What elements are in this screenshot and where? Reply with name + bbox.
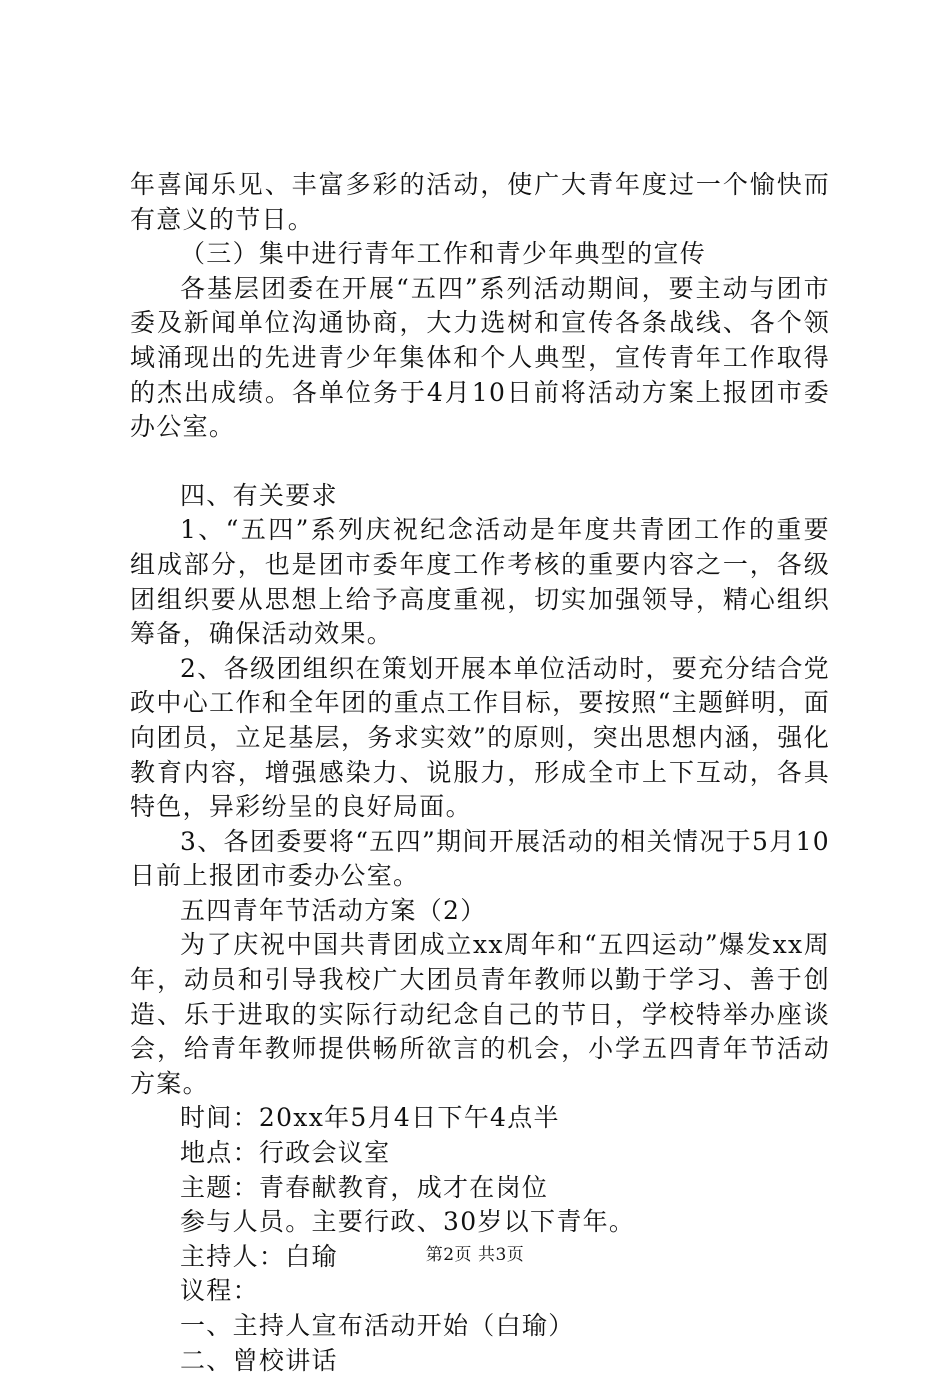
requirement-item-1: 1、“五四”系列庆祝纪念活动是年度共青团工作的重要组成部分，也是团市委年度工作考核的重要内容之一，各级团组织要从思想上给予高度重视，切实加强领导，精心组织筹备，确保活动效果。 — [130, 515, 830, 649]
agenda-item-1: 一、主持人宣布活动开始（白瑜） — [180, 1311, 575, 1340]
requirement-item-2: 2、各级团组织在策划开展本单位活动时，要充分结合党政中心工作和全年团的重点工作目标，要按照“主题鲜明，面向团员，立足基层，务求实效”的原则，突出思想内涵，强化教育内容，增强感染力、说服力，形成全市上下互动，各具特色，异彩纷呈的良好局面。 — [130, 653, 830, 822]
section-heading-4: 四、有关要求 — [180, 480, 338, 510]
plan-2-intro: 为了庆祝中国共青团成立xx周年和“五四运动”爆发xx周年，动员和引导我校广大团员青年教师以勤于学习、善于创造、乐于进取的实际行动纪念自己的节日，学校特举办座谈会，给青年教师提供畅所欲言的机会，小学五四青年节活动方案。 — [130, 930, 830, 1098]
agenda-item-2: 二、曾校讲话 — [180, 1345, 338, 1375]
paragraph-continuation: 年喜闻乐见、丰富多彩的活动，使广大青年度过一个愉快而有意义的节日。 — [130, 170, 830, 234]
document-body — [130, 168, 830, 1378]
requirement-item-3: 3、各团委要将“五四”期间开展活动的相关情况于5月10日前上报团市委办公室。 — [130, 826, 830, 891]
plan-theme: 主题：青春献教育，成才在岗位 — [180, 1172, 549, 1202]
plan-time: 时间：20xx年5月4日下午4点半 — [180, 1103, 560, 1133]
plan-participants: 参与人员。主要行政、30岁以下青年。 — [180, 1207, 636, 1237]
section-heading-3: （三）集中进行青年工作和青少年典型的宣传 — [180, 239, 707, 269]
page-footer: 第2页 共3页 — [425, 1245, 525, 1265]
plan-agenda-label: 议程： — [180, 1276, 259, 1306]
plan-2-title: 五四青年节活动方案（2） — [180, 895, 487, 925]
plan-host: 主持人：白瑜 — [180, 1241, 338, 1271]
paragraph-publicity: 各基层团委在开展“五四”系列活动期间，要主动与团市委及新闻单位沟通协商，大力选树和宣传各条战线、各个领域涌现出的先进青少年集体和个人典型，宣传青年工作取得的杰出成绩。各单位务于4月10日前将活动方案上报团市委办公室。 — [130, 273, 830, 442]
plan-location: 地点：行政会议室 — [180, 1138, 391, 1168]
